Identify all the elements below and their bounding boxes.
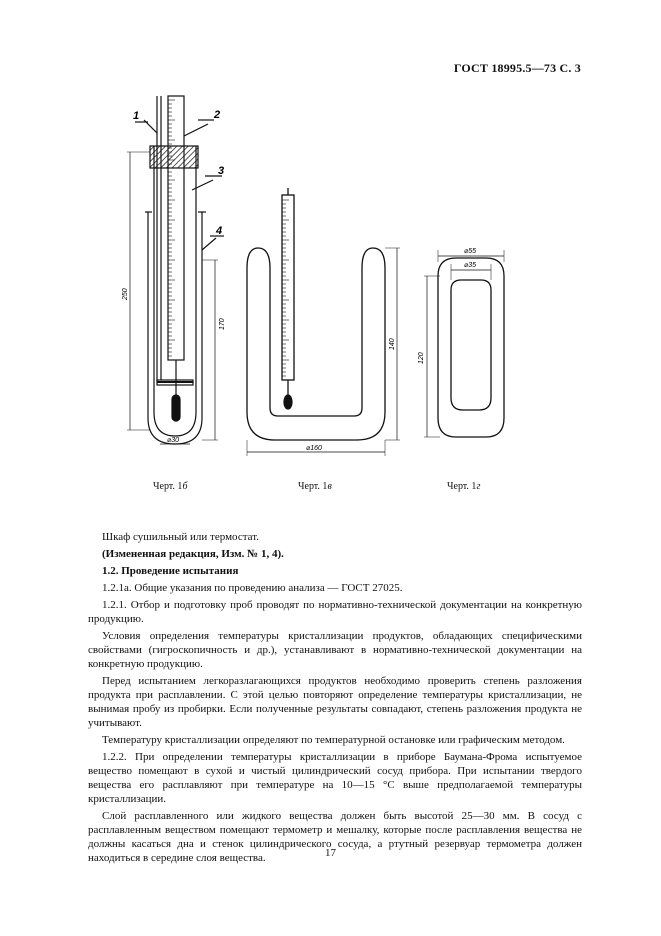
amendment-note: (Измененная редакция, Изм. № 1, 4). xyxy=(102,548,284,560)
page-number: 17 xyxy=(325,847,336,859)
fig-1g-dim-55: ⌀55 xyxy=(464,248,477,255)
paragraph: 1.2.1а. Общие указания по проведению анализа — ГОСТ 27025. xyxy=(102,582,403,594)
paragraph: 1.2.1. Отбор и подготовку проб проводят по нормативно-технической документации на конкретную продукцию. xyxy=(88,599,582,625)
fig-1v-dim-160: ⌀160 xyxy=(306,445,322,452)
fig-1g-dim-35: ⌀35 xyxy=(464,262,477,269)
fig-1b-label-3: 3 xyxy=(218,165,225,177)
paragraph: Шкаф сушильный или термостат. xyxy=(102,531,259,543)
fig-1b-dim-30: ⌀30 xyxy=(167,437,180,444)
paragraph: Перед испытанием легкоразлагающихся продуктов необходимо проверить степень разложения продукта при расплавлении. С этой целью повторяют определение температуры кристаллизации, не вынимая пробу из пробирки. Если полученные результаты совпадают, степень разложения продукта не учитывают. xyxy=(88,675,582,729)
paragraph: 1.2.2. При определении температуры кристаллизации в приборе Баумана-Фрома испытуемое вещество помещают в сухой и чистый цилиндрический сосуд прибора. При испытании твердого вещества его расплавляют при температуре на 10—15 °С выше предполагаемой температуры кристаллизации. xyxy=(88,751,582,805)
fig-1v-dim-140: 140 xyxy=(389,338,396,350)
paragraph: Температуру кристаллизации определяют по температурной остановке или графическим методом. xyxy=(102,734,565,746)
page-header: ГОСТ 18995.5—73 С. 3 xyxy=(453,61,581,75)
fig-1g-vessel xyxy=(424,250,504,437)
fig-1v-bath xyxy=(247,188,400,456)
caption-fig-1v: Черт. 1в xyxy=(298,481,332,492)
fig-1b-label-1: 1 xyxy=(133,110,140,122)
caption-fig-1g: Черт. 1г xyxy=(447,481,481,492)
fig-1b-dim-170: 170 xyxy=(219,318,226,330)
fig-1b-label-2: 2 xyxy=(214,109,221,121)
section-heading: 1.2. Проведение испытания xyxy=(102,565,239,577)
paragraph: Условия определения температуры кристаллизации продуктов, обладающих специфическими свойствами (гигроскопичность и др.), устанавливают в нормативно-технической документации на конкретную продукцию. xyxy=(88,630,582,670)
fig-1b-dim-250: 250 xyxy=(122,288,129,300)
fig-1g-dim-120: 120 xyxy=(418,352,425,364)
fig-1b-label-4: 4 xyxy=(216,225,223,237)
body-text xyxy=(88,530,582,868)
caption-fig-1b: Черт. 1б xyxy=(153,481,188,492)
paragraph: Слой расплавленного или жидкого вещества должен быть высотой 25—30 мм. В сосуд с расплавленным веществом помещают термометр и мешалку, которые после расплавления вещества не должны касаться дна и стенок цилиндрического сосуда, а ртутный резервуар термометра должен находиться в середине слоя вещества. xyxy=(88,810,582,864)
fig-1b-apparatus xyxy=(127,96,224,444)
